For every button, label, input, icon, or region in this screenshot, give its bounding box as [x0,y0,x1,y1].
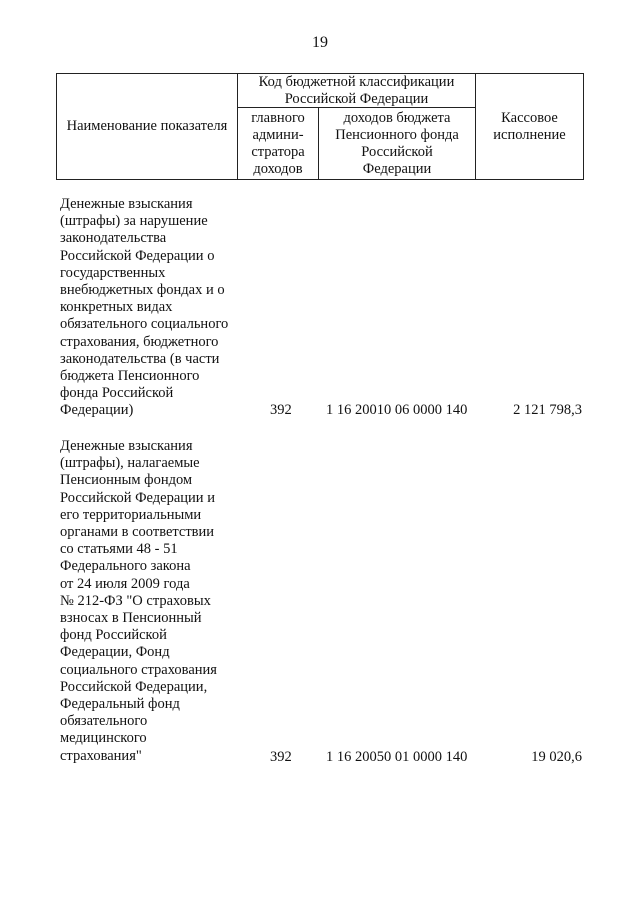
table-header [56,73,584,180]
row-1-admin-code: 392 [270,402,292,418]
row-2-admin-code: 392 [270,749,292,765]
header-execution: Кассовое исполнение [493,109,566,143]
row-1-name: Денежные взыскания (штрафы) за нарушение законодательства Российской Федерации о государственных внебюджетных фондах и о конкретных видах обязательного социального страхования, бюджетного законодательства (в части бюджета Пенсионного фонда Российской Федерации) [60,196,229,419]
row-2-amount: 19 020,6 [531,749,582,765]
page-number: 19 [312,34,328,51]
row-2-name: Денежные взыскания (штрафы), налагаемые Пенсионным фондом Российской Федерации и его территориальными органами в соответствии со статьями 48 - 51 Федерального закона от 24 июля 2009 года № 212-ФЗ "О страховых взносах в Пенсионный фонд Российской Федерации, Фонд социального страхования Российской Федерации, Федеральный фонд обязательного медицинского страхования" [60,438,217,764]
header-name: Наименование показателя [66,118,228,134]
row-1-amount: 2 121 798,3 [513,402,582,418]
row-2-income-code: 1 16 20050 01 0000 140 [326,749,468,765]
row-1-income-code: 1 16 20010 06 0000 140 [326,402,468,418]
header-code-group: Код бюджетной классификации Российской Федерации [258,73,455,107]
header-income-code: доходов бюджета Пенсионного фонда Российской Федерации [335,109,459,177]
header-admin-code: главного админи- стратора доходов [251,109,305,177]
